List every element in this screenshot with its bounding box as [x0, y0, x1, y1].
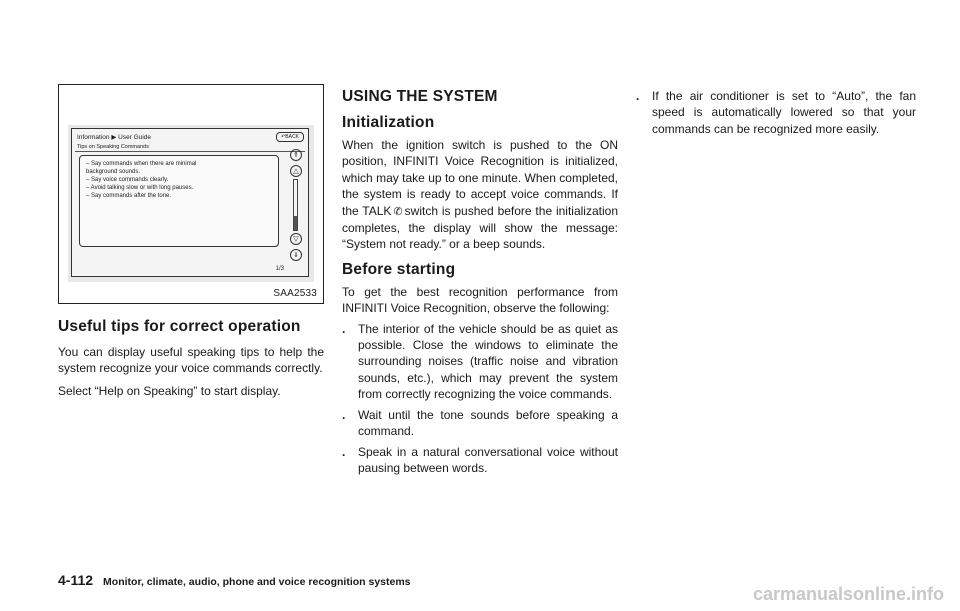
screen-subtitle: Tips on Speaking Commands — [77, 144, 149, 150]
list-item: . The interior of the vehicle should be as quiet as possible. Close the windows to eliminate the surrounding noises (traffic noise and vibration sounds, etc.), which may prevent the system from correctly recognizing the voice commands. — [342, 321, 618, 402]
page-footer — [58, 572, 411, 590]
back-button[interactable]: ↶BACK — [276, 132, 304, 142]
scroll-up-button[interactable]: △ — [290, 165, 302, 177]
screen-figure — [58, 84, 324, 304]
bullet-dot: . — [636, 89, 640, 103]
section-title: USING THE SYSTEM — [342, 88, 498, 105]
list-item: . Wait until the tone sounds before speaking a command. — [342, 407, 618, 439]
bullet-dot: . — [342, 321, 346, 336]
before-starting-list — [342, 321, 618, 477]
tip-line: – Say commands after the tone. — [86, 193, 172, 199]
tip-line: – Say voice commands clearly. — [86, 177, 169, 183]
useful-tips-paragraph: You can display useful speaking tips to help the system recognize your voice commands correctly. — [58, 345, 324, 376]
scroll-down-button[interactable]: ▽ — [290, 233, 302, 245]
initialization-heading: Initialization — [342, 114, 435, 131]
page-indicator: 1/3 — [275, 266, 284, 272]
screen-divider — [75, 151, 305, 152]
bullet-dot: . — [342, 444, 346, 459]
display-screen — [68, 125, 314, 282]
back-label: BACK — [285, 134, 299, 140]
talk-switch-icon: ✆ — [393, 205, 403, 218]
list-item: . Speak in a natural conversational voice without pausing between words. — [342, 444, 618, 475]
list-item: . If the air conditioner is set to “Auto”, the fan speed is automatically lowered so that your commands can be recognized more easily. — [636, 89, 916, 136]
tip-line: – Avoid talking slow or with long pauses. — [86, 185, 194, 191]
before-starting-intro: To get the best recognition performance from INFINITI Voice Recognition, observe the following: — [342, 284, 618, 316]
before-starting-heading: Before starting — [342, 260, 456, 278]
page-number: 4-112 — [58, 572, 94, 588]
initialization-paragraph — [342, 137, 618, 253]
initialization-text-a: When the ignition switch is pushed to the ON position, INFINITI Voice Recognition is initialized, which may take up to one minute. When completed, the system is ready to accept voice commands. If the TALK — [342, 138, 618, 218]
middle-column — [342, 88, 618, 476]
scroll-top-button[interactable]: ⇑ — [290, 149, 302, 161]
scrollbar[interactable] — [293, 179, 298, 231]
watermark: carmanualsonline.info — [752, 584, 944, 604]
scroll-bottom-button[interactable]: ⇓ — [290, 249, 302, 261]
screen-header: Information ▶ User Guide — [77, 134, 152, 141]
tip-line: background sounds. — [86, 169, 141, 175]
left-column — [58, 84, 324, 399]
initialization-text-b: switch is pushed before the initialization completes, the display will show the message: “System not ready.” or a beep sounds. — [342, 203, 618, 252]
scrollbar-thumb[interactable] — [294, 216, 297, 230]
right-column — [636, 88, 916, 137]
continued-list — [636, 88, 916, 137]
display-frame — [71, 128, 309, 277]
help-on-speaking-paragraph: Select “Help on Speaking” to start display. — [58, 383, 281, 398]
useful-tips-heading: Useful tips for correct operation — [58, 318, 301, 335]
figure-code: SAA2533 — [273, 288, 317, 299]
chapter-title: Monitor, climate, audio, phone and voice recognition systems — [103, 576, 411, 588]
tips-panel — [79, 155, 279, 247]
tip-line: – Say commands when there are minimal — [86, 161, 197, 167]
bullet-dot: . — [342, 407, 346, 422]
